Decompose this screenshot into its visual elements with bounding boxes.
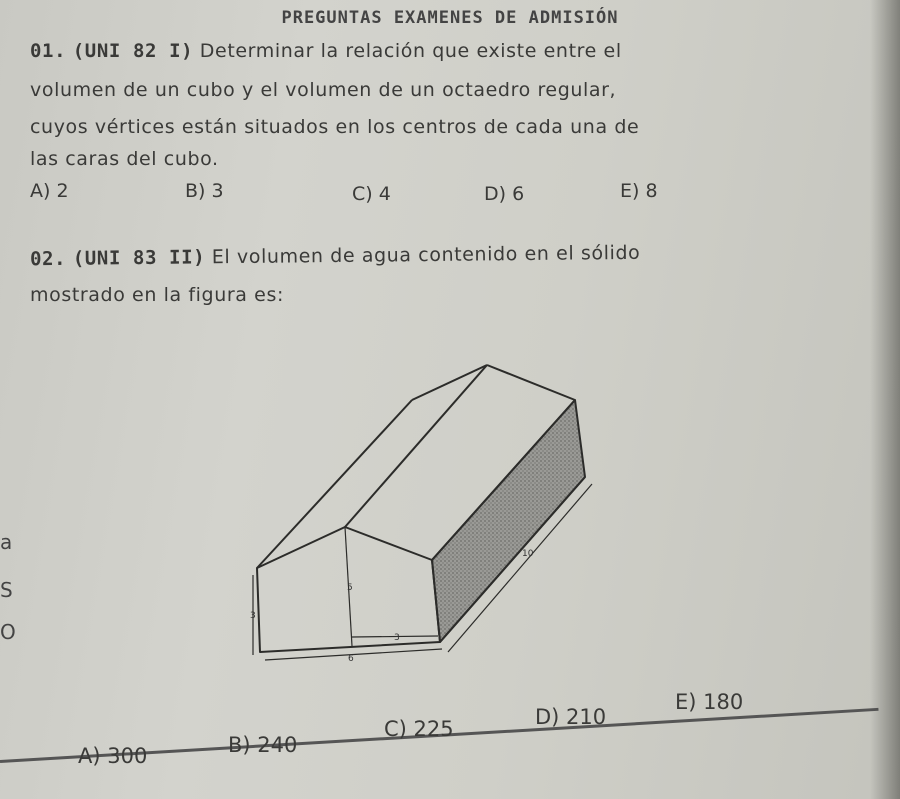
page-edge-shadow <box>870 0 900 799</box>
q2-option-c: C) 225 <box>384 717 454 741</box>
q2-option-e: E) 180 <box>675 690 744 714</box>
q2-option-a: A) 300 <box>78 744 148 768</box>
q2-text-2: mostrado en la figura es: <box>30 284 284 306</box>
q1-option-d: D) 6 <box>484 183 525 205</box>
q2-text-1: El volumen de agua contenido en el sólido <box>211 241 641 269</box>
label-wall-height: 3 <box>250 611 256 621</box>
label-width: 6 <box>348 654 354 664</box>
q1-option-e: E) 8 <box>620 180 658 202</box>
q2-option-b: B) 240 <box>228 733 298 757</box>
q1-text-2: volumen de un cubo y el volumen de un octaedro regular, <box>30 79 617 101</box>
q1-text-3: cuyos vértices están situados en los centros de cada una de <box>30 116 640 138</box>
q1-option-a: A) 2 <box>30 180 69 202</box>
q2-option-d: D) 210 <box>535 705 607 729</box>
side-face-shaded <box>432 400 585 642</box>
margin-mark-1: a <box>0 530 13 554</box>
q1-text-4: las caras del cubo. <box>30 148 219 170</box>
q1-source: (UNI 82 I) <box>72 40 194 62</box>
q1-option-c: C) 4 <box>352 183 391 205</box>
label-length: 10 <box>522 549 534 559</box>
q2-number: 02. <box>29 247 67 271</box>
label-water-depth: 3 <box>394 633 400 643</box>
q1-number: 01. <box>30 40 67 62</box>
q1-text-1: Determinar la relación que existe entre el <box>199 40 622 62</box>
q2-source: (UNI 83 II) <box>72 246 206 270</box>
margin-mark-2: S <box>0 578 13 602</box>
page-header: PREGUNTAS EXAMENES DE ADMISIÓN <box>281 8 619 28</box>
margin-mark-3: O <box>0 620 16 644</box>
label-total-height: 5 <box>347 583 353 593</box>
q1-option-b: B) 3 <box>185 180 224 202</box>
